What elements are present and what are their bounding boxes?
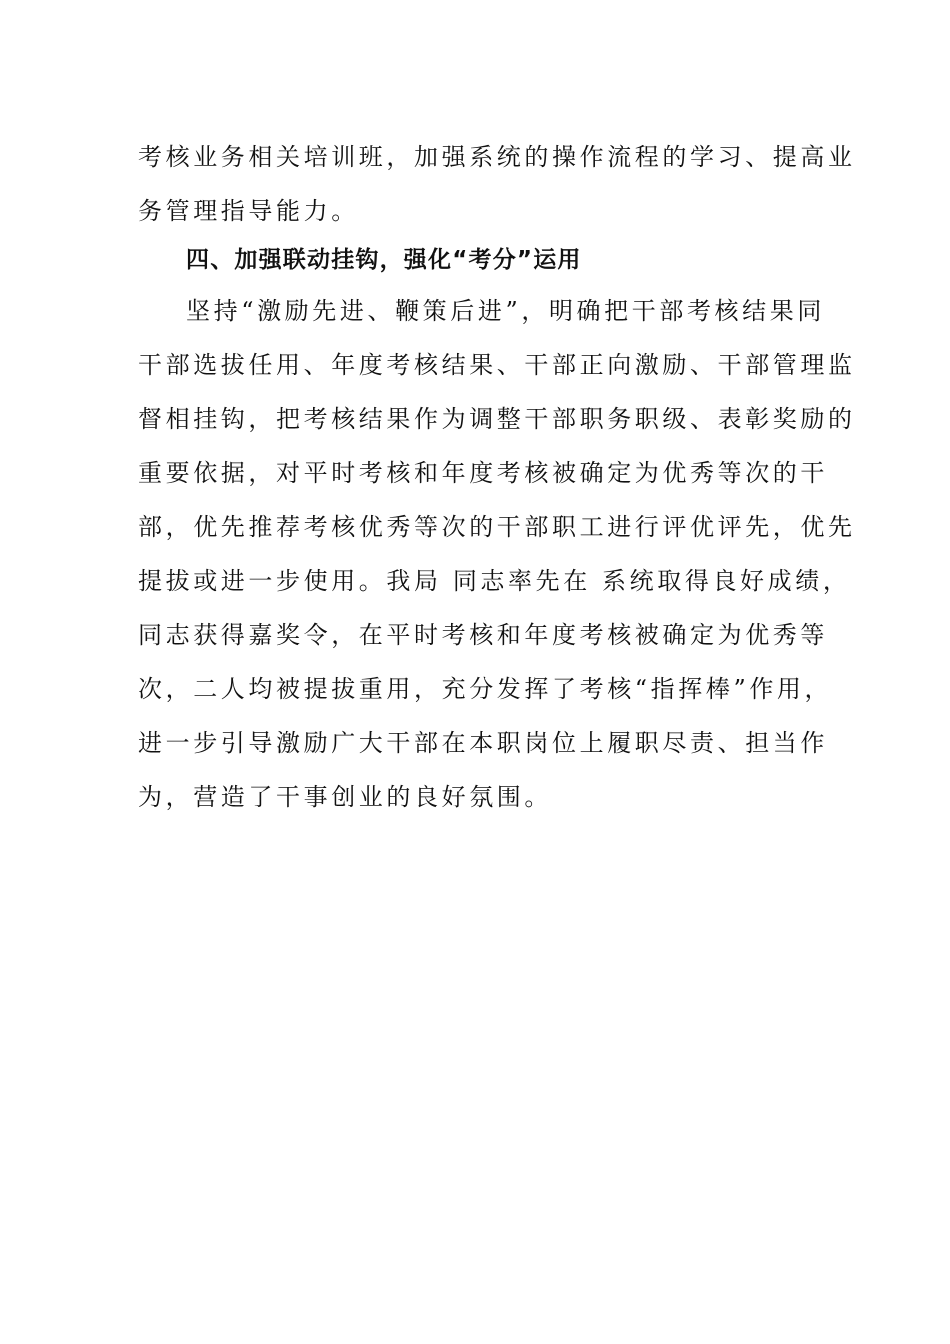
body-line-10: 为，营造了干事创业的良好氛围。 <box>138 783 552 811</box>
body-line-7: 同志获得嘉奖令，在平时考核和年度考核被确定为优秀等 <box>138 621 828 649</box>
body-line-5: 部，优先推荐考核优秀等次的干部职工进行评优评先，优先 <box>138 513 856 541</box>
body-line-4: 重要依据，对平时考核和年度考核被确定为优秀等次的干 <box>138 459 828 487</box>
body-line-8: 次，二人均被提拔重用，充分发挥了考核“指挥棒”作用， <box>138 675 833 703</box>
body-line-1: 坚持“激励先进、鞭策后进”，明确把干部考核结果同 <box>186 297 825 325</box>
body-line-6: 提拔或进一步使用。我局 同志率先在 系统取得良好成绩， <box>138 567 851 595</box>
intro-line-1: 考核业务相关培训班，加强系统的操作流程的学习、提高业 <box>138 143 856 171</box>
body-line-2: 干部选拔任用、年度考核结果、干部正向激励、干部管理监 <box>138 351 856 379</box>
body-line-3: 督相挂钩，把考核结果作为调整干部职务职级、表彰奖励的 <box>138 405 856 433</box>
intro-line-2: 务管理指导能力。 <box>138 197 359 225</box>
section-heading: 四、加强联动挂钩，强化“考分”运用 <box>186 247 582 273</box>
body-line-9: 进一步引导激励广大干部在本职岗位上履职尽责、担当作 <box>138 729 828 757</box>
